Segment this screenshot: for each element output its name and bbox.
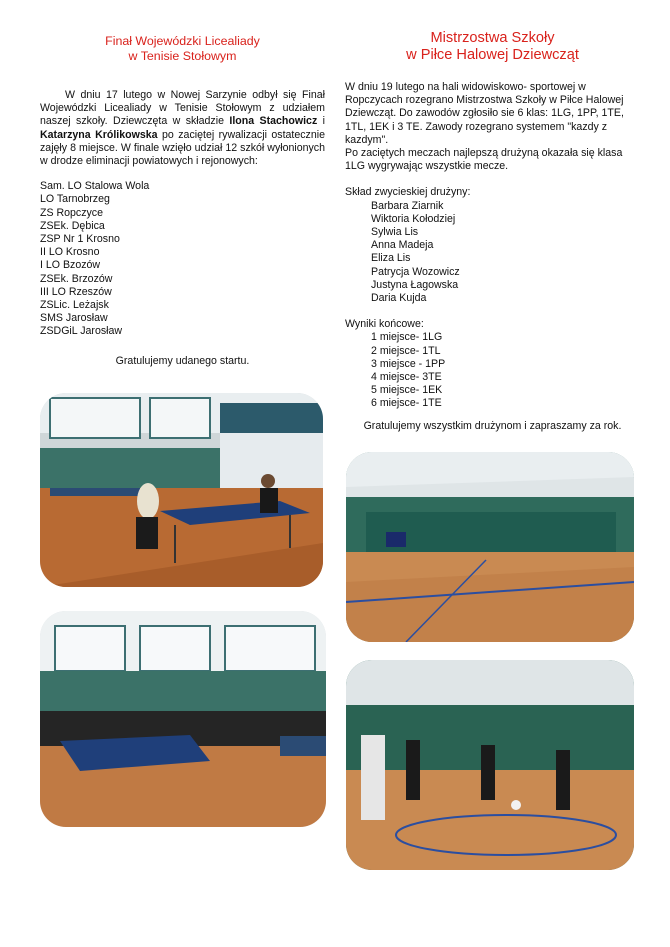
left-article [40,34,325,368]
paragraph-text: W dniu 17 lutego w Nowej Sarzynie odbył się Finał Wojewódzki Licealiady w Tenisie Stołowym z udziałem naszej szkoły. Dziewczęta w składzie [40,89,325,128]
result-item: 2 miejsce- 1TL [371,344,441,357]
team-member: Wiktoria Kołodziej [371,212,456,225]
team-member: Barbara Ziarnik [371,199,444,212]
team-member: Daria Kujda [371,292,427,305]
right-article-title [345,30,640,64]
results-heading: Wyniki końcowe: [345,318,424,331]
player-name-1: Ilona Stachowicz [229,115,318,128]
result-item: 4 miejsce- 3TE [371,371,442,384]
school-item: ZSLic. Leżajsk [40,299,109,312]
right-paragraph-2: Po zaciętych meczach najlepszą drużyną okazała się klasa 1LG wygrywając wszystkie mecze. [345,147,623,173]
photo-table-tennis-group [40,611,326,827]
school-item: ZS Ropczyce [40,206,103,219]
school-item: I LO Bzozów [40,259,101,272]
photo-table-tennis-match [40,393,323,587]
results-list [345,331,640,410]
right-article [345,30,640,433]
school-item: ZSDGiL Jarosław [40,325,123,338]
school-item: LO Tarnobrzeg [40,193,110,206]
team-member: Justyna Łagowska [371,278,459,291]
team-list [345,200,640,306]
school-item: II LO Krosno [40,246,100,259]
team-member: Sylwia Lis [371,226,419,239]
left-title-line2: w Tenisie Stołowym [128,49,237,63]
school-item: ZSP Nr 1 Krosno [40,233,120,246]
right-closing: Gratulujemy wszystkim drużynom i zapraszamy za rok. [363,419,622,432]
team-member: Patrycja Wozowicz [371,265,460,278]
school-item: Sam. LO Stalowa Wola [40,180,150,193]
left-article-title [40,34,325,64]
result-item: 6 miejsce- 1TE [371,397,442,410]
school-item: ZSEk. Dębica [40,219,105,232]
paragraph-text: po zaciętej rywalizacji ostatecznie zajęły 8 miejsce. W finale wzięło udział 12 szkół wyłonionych w drodze eliminacji powiatowych i rejonowych: [40,128,325,168]
photo-futsal-hall [346,452,634,642]
player-name-2: Katarzyna Królikowska [40,128,158,141]
result-item: 1 miejsce- 1LG [371,331,443,344]
paragraph-text: i [317,115,326,128]
left-article-paragraph [40,89,325,168]
right-paragraph-1: W dniu 19 lutego na hali widowiskowo- sportowej w Ropczycach rozegrano Mistrzostwa Szkoły w Piłce Halowej Dziewcząt. Do zawodów zgłosiło sie 6 klas: 1LG, 1PP, 1TE, 1TL, 1EK i 3 TE. Zawody rozegrano systemem "kazdy z kazdym". [345,81,624,146]
schools-list [40,180,325,338]
team-heading: Skład zwycieskiej drużyny: [345,186,471,199]
result-item: 3 miejsce - 1PP [371,357,446,370]
right-title-line1: Mistrzostwa Szkoły [430,30,555,46]
team-member: Eliza Lis [371,252,411,265]
school-item: III LO Rzeszów [40,285,112,298]
left-title-line1: Finał Wojewódzki Licealiady [105,34,260,48]
team-member: Anna Madeja [371,239,434,252]
left-closing: Gratulujemy udanego startu. [115,354,250,367]
result-item: 5 miejsce- 1EK [371,384,443,397]
school-item: SMS Jarosław [40,312,108,325]
right-title-line2: w Piłce Halowej Dziewcząt [406,47,579,63]
school-item: ZSEk. Brzozów [40,272,113,285]
photo-futsal-players [346,660,634,870]
